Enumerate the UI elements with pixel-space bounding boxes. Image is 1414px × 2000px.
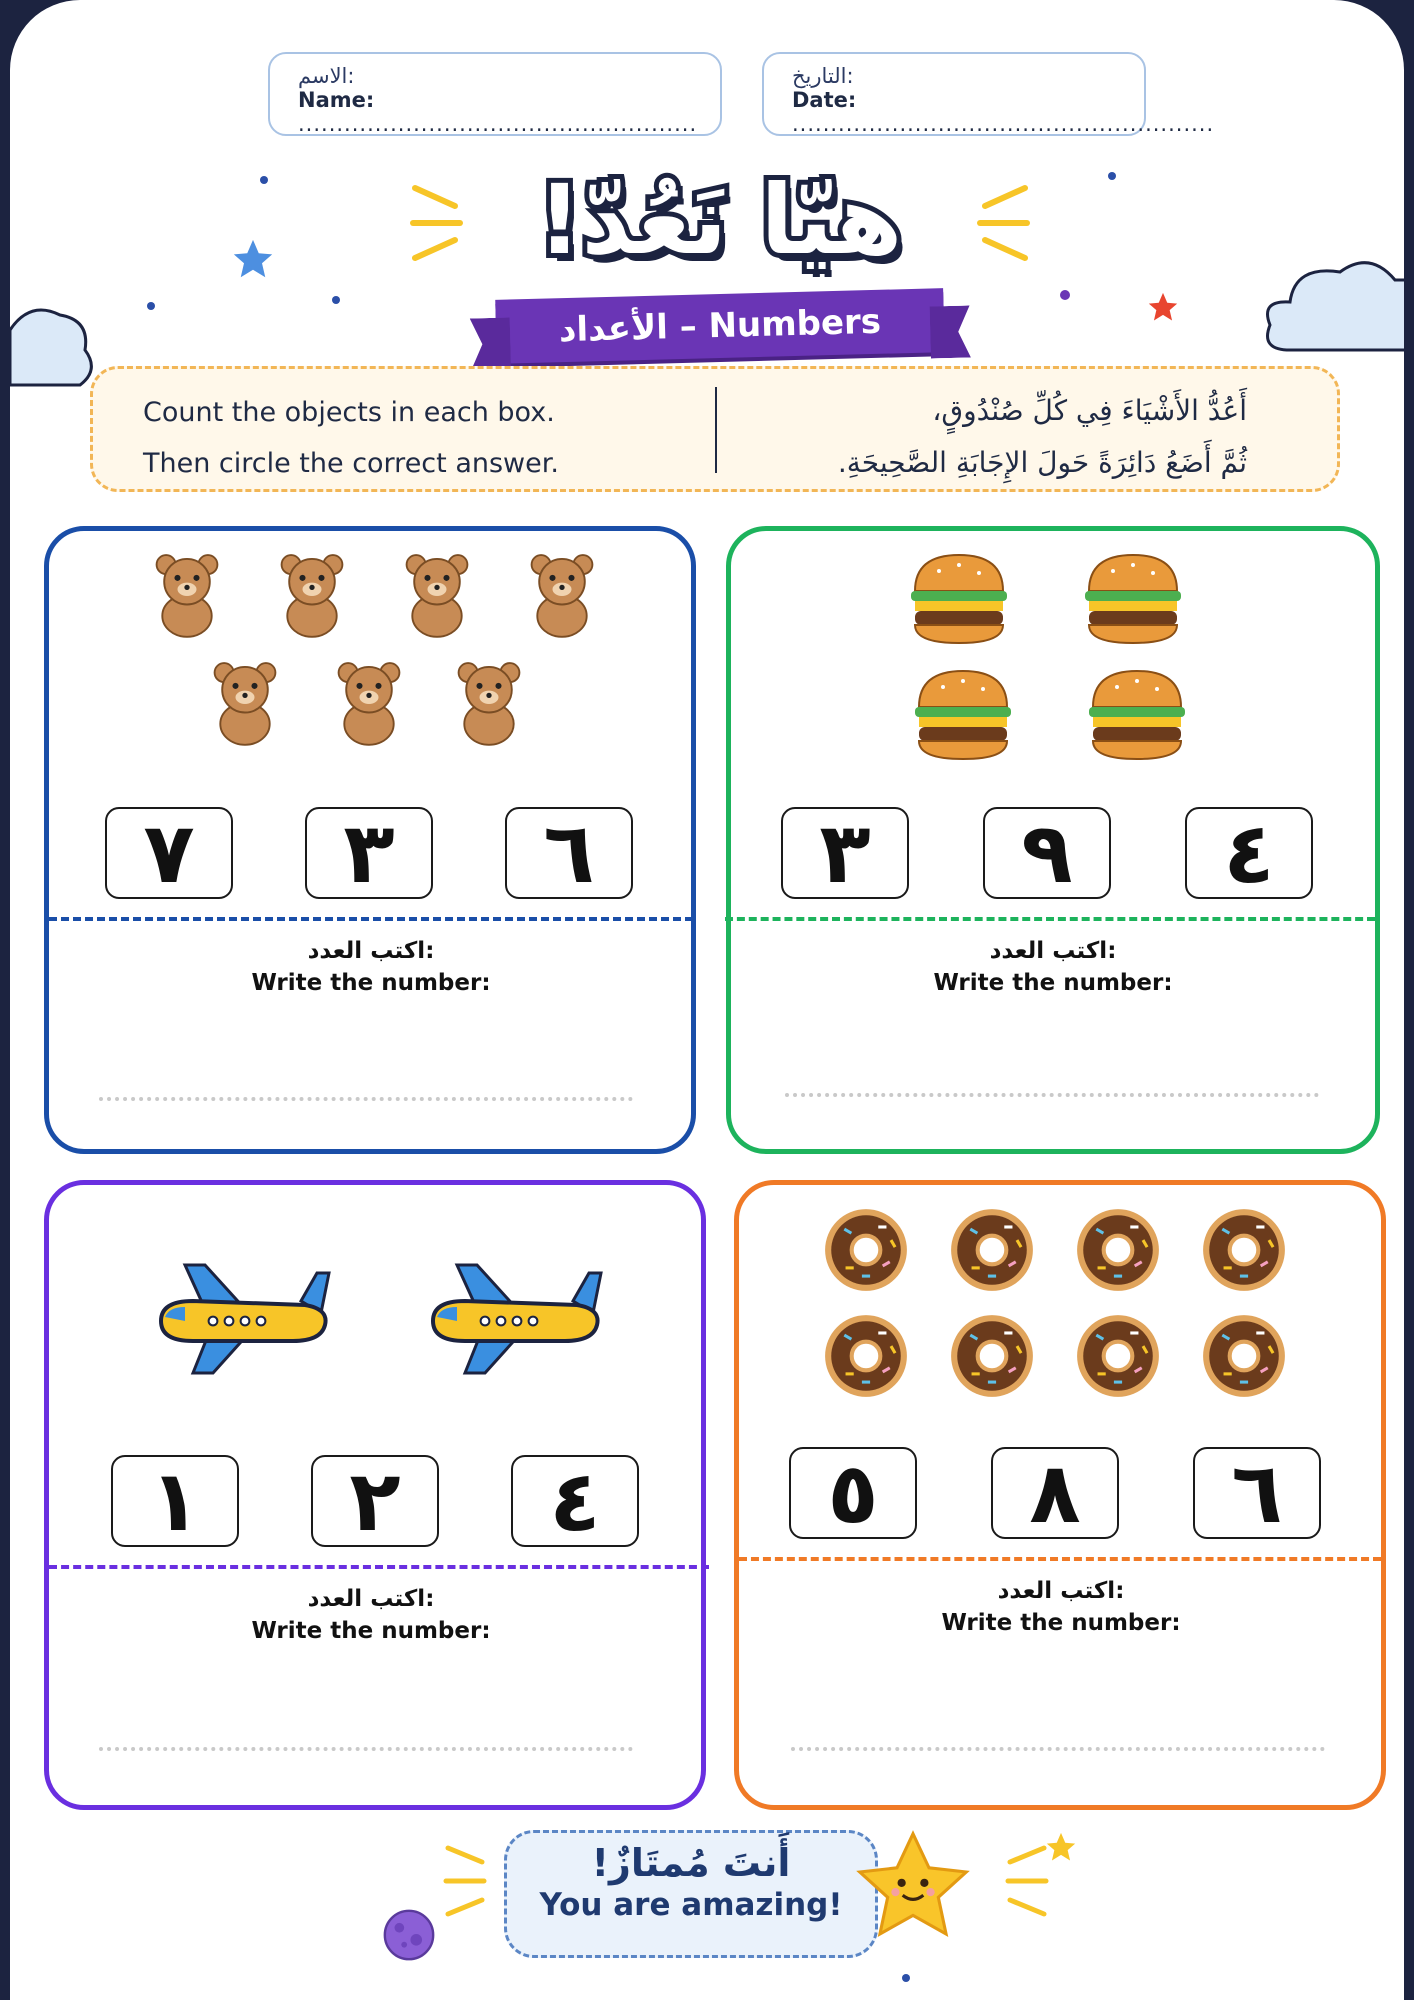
answer-option[interactable]: ٧ [105,807,233,899]
answer-option[interactable]: ٨ [991,1447,1119,1539]
instructions-ar: أَعُدُّ الأَشْيَاءَ فِي كُلِّ صُنْدُوقٍ، ثُمَّ أَضَعُ دَائِرَةً حَولَ الإِجَابَةِ الصَّحِيحَةِ. [837,394,1247,479]
write-number-label: اكتب العدد: Write the number: [251,938,491,996]
teddy-bear-icon [207,659,283,747]
sparkle-footer-right-icon [994,1836,1054,1926]
count-box-donuts [734,1180,1386,1810]
donut-icon [1073,1205,1163,1295]
worksheet-page [10,0,1404,2000]
write-number-line[interactable] [785,1093,1319,1097]
write-number-label: اكتب العدد: Write the number: [251,1586,491,1644]
donut-icon [1199,1311,1289,1401]
write-number-line[interactable] [99,1747,633,1751]
dot-decor [147,302,155,310]
teddy-bear-icon [524,551,600,639]
count-box-teddy-bears [44,526,696,1154]
teddy-bear-icon [274,551,350,639]
footer-text-ar: أَنتَ مُمتَازٌ! [591,1841,791,1885]
donut-icon [1199,1205,1289,1295]
answer-option[interactable]: ٩ [983,807,1111,899]
date-label-en: Date: ....................................................... [792,88,1215,136]
donut-icon [947,1311,1037,1401]
cloud-left-icon [10,290,100,400]
write-number-label: اكتب العدد: Write the number: [933,938,1173,996]
dot-decor [1108,172,1116,180]
subtitle-ribbon [495,288,945,364]
donut-icon [821,1205,911,1295]
teddy-bear-icon [451,659,527,747]
footer-badge [504,1830,878,1958]
planet-icon [380,1906,438,1964]
donut-icon [1073,1311,1163,1401]
sparkle-right-icon [965,178,1035,268]
blue-star-icon [230,236,276,282]
answer-option[interactable]: ٤ [1185,807,1313,899]
instructions-divider [715,387,717,473]
airplane-icon [421,1261,605,1377]
burger-icon [1085,667,1189,763]
write-number-line[interactable] [99,1097,633,1101]
answer-option[interactable]: ٢ [311,1455,439,1547]
count-box-airplanes [44,1180,706,1810]
burger-icon [907,551,1011,647]
answer-option[interactable]: ٤ [511,1455,639,1547]
name-label-en: Name: .................................................... [298,88,698,136]
sparkle-left-icon [405,178,475,268]
dot-decor [1060,290,1070,300]
instructions-en: Count the objects in each box. Then circle the correct answer. [143,397,559,479]
answer-option[interactable]: ٦ [1193,1447,1321,1539]
page-title: هيّا نَعُدّ! [537,164,903,276]
cloud-right-icon [1260,240,1404,380]
divider-line [49,1565,709,1569]
divider-line [725,917,1375,921]
dot-decor [260,176,268,184]
divider-line [49,917,693,921]
subtitle-text: الأعداد – Numbers [558,301,882,351]
red-star-icon [1146,290,1180,324]
date-label-ar: التاريخ: [792,64,854,88]
footer-text-en: You are amazing! [539,1887,843,1923]
answer-option[interactable]: ٣ [781,807,909,899]
answer-option[interactable]: ٣ [305,807,433,899]
teddy-bear-icon [331,659,407,747]
donut-icon [947,1205,1037,1295]
airplane-icon [149,1261,333,1377]
name-label-ar: الاسم: [298,64,355,88]
instructions-panel [90,366,1340,492]
divider-line [739,1557,1381,1561]
dot-decor [332,296,340,304]
dot-decor [902,1974,910,1982]
date-field[interactable] [762,52,1215,136]
sparkle-footer-left-icon [438,1836,498,1926]
teddy-bear-icon [149,551,225,639]
burger-icon [1081,551,1185,647]
name-field[interactable] [268,52,722,136]
teddy-bear-icon [399,551,475,639]
donut-icon [821,1311,911,1401]
answer-option[interactable]: ٦ [505,807,633,899]
answer-option[interactable]: ٥ [789,1447,917,1539]
burger-icon [911,667,1015,763]
smiling-star-icon [848,1826,978,1950]
write-number-label: اكتب العدد: Write the number: [941,1578,1181,1636]
answer-option[interactable]: ١ [111,1455,239,1547]
write-number-line[interactable] [791,1747,1325,1751]
count-box-burgers [726,526,1380,1154]
